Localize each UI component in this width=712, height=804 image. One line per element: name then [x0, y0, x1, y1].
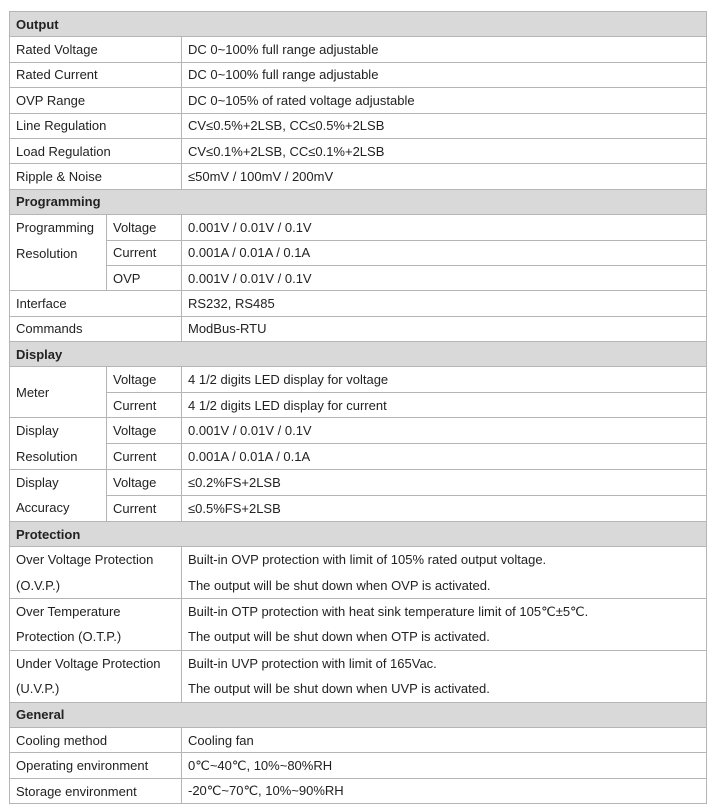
- table-row: [10, 444, 707, 470]
- row-value: 0.001A / 0.01A / 0.1A: [182, 444, 707, 470]
- row-value: Cooling fan: [182, 728, 707, 753]
- row-label: Cooling method: [10, 728, 182, 753]
- row-value: RS232, RS485: [182, 291, 707, 316]
- table-row: [10, 470, 707, 496]
- table-row: [10, 599, 707, 651]
- row-value-line: Built-in OVP protection with limit of 105% rated output voltage.: [188, 552, 547, 568]
- row-value: CV≤0.1%+2LSB, CC≤0.1%+2LSB: [182, 138, 707, 163]
- group-label-line: Resolution: [16, 245, 78, 261]
- row-label: Storage environment: [10, 778, 182, 803]
- sub-label: Voltage: [107, 367, 182, 392]
- section-title: General: [10, 702, 707, 727]
- group-label-line: Resolution: [16, 448, 78, 464]
- group-label: [10, 215, 107, 291]
- table-row: [10, 728, 707, 753]
- sub-label: Current: [107, 240, 182, 265]
- table-row: [10, 240, 707, 265]
- row-value: 0.001V / 0.01V / 0.1V: [182, 215, 707, 240]
- table-row: [10, 753, 707, 778]
- row-value: 4 1/2 digits LED display for current: [182, 392, 707, 417]
- table-row: [10, 62, 707, 87]
- section-programming: [10, 189, 707, 214]
- row-value-line: The output will be shut down when OVP is activated.: [188, 577, 491, 593]
- group-label-line: Display: [16, 475, 59, 491]
- table-row: [10, 215, 707, 240]
- table-row: [10, 291, 707, 316]
- spec-table: [9, 11, 707, 804]
- table-row: [10, 418, 707, 444]
- section-output: [10, 12, 707, 37]
- row-label-line: (O.V.P.): [16, 577, 61, 593]
- row-label: Interface: [10, 291, 182, 316]
- row-value: DC 0~100% full range adjustable: [182, 37, 707, 62]
- row-value: 4 1/2 digits LED display for voltage: [182, 367, 707, 392]
- group-label: [10, 418, 107, 470]
- group-label-line: Display: [16, 423, 59, 439]
- group-label: [10, 470, 107, 522]
- sub-label: OVP: [107, 265, 182, 290]
- section-general: [10, 702, 707, 727]
- section-display: [10, 342, 707, 367]
- row-label-line: Protection (O.T.P.): [16, 629, 122, 645]
- table-row: [10, 88, 707, 113]
- table-row: [10, 265, 707, 290]
- row-value: 0.001A / 0.01A / 0.1A: [182, 240, 707, 265]
- row-value-line: Built-in UVP protection with limit of 165Vac.: [188, 655, 437, 671]
- section-title: Protection: [10, 521, 707, 546]
- table-row: [10, 778, 707, 803]
- table-row: [10, 316, 707, 341]
- sub-label: Voltage: [107, 470, 182, 496]
- row-label: [10, 650, 182, 702]
- section-title: Programming: [10, 189, 707, 214]
- row-value: 0℃~40℃, 10%~80%RH: [182, 753, 707, 778]
- table-row: [10, 367, 707, 392]
- table-row: [10, 547, 707, 599]
- table-row: [10, 113, 707, 138]
- section-title: Display: [10, 342, 707, 367]
- row-value: 0.001V / 0.01V / 0.1V: [182, 418, 707, 444]
- row-value: DC 0~100% full range adjustable: [182, 62, 707, 87]
- row-label-line: Over Temperature: [16, 604, 121, 620]
- row-label: Load Regulation: [10, 138, 182, 163]
- section-title: Output: [10, 12, 707, 37]
- group-label-line: Programming: [16, 220, 95, 236]
- row-value-line: The output will be shut down when UVP is activated.: [188, 681, 490, 697]
- table-row: [10, 164, 707, 189]
- row-value: [182, 599, 707, 651]
- row-value: [182, 650, 707, 702]
- table-row: [10, 37, 707, 62]
- row-value: -20℃~70℃, 10%~90%RH: [182, 778, 707, 803]
- row-value: ≤50mV / 100mV / 200mV: [182, 164, 707, 189]
- row-label: OVP Range: [10, 88, 182, 113]
- row-label: Rated Current: [10, 62, 182, 87]
- row-label: Commands: [10, 316, 182, 341]
- row-label: Line Regulation: [10, 113, 182, 138]
- row-value: ≤0.5%FS+2LSB: [182, 495, 707, 521]
- sub-label: Current: [107, 444, 182, 470]
- sub-label: Voltage: [107, 215, 182, 240]
- row-label: [10, 547, 182, 599]
- table-row: [10, 495, 707, 521]
- group-label-line: Accuracy: [16, 500, 70, 516]
- sub-label: Voltage: [107, 418, 182, 444]
- row-label: Ripple & Noise: [10, 164, 182, 189]
- row-label: [10, 599, 182, 651]
- row-label-line: Under Voltage Protection: [16, 655, 161, 671]
- row-value-line: Built-in OTP protection with heat sink temperature limit of 105℃±5℃.: [188, 604, 589, 620]
- row-value-line: The output will be shut down when OTP is activated.: [188, 629, 490, 645]
- row-value: ModBus-RTU: [182, 316, 707, 341]
- row-value: 0.001V / 0.01V / 0.1V: [182, 265, 707, 290]
- row-value: CV≤0.5%+2LSB, CC≤0.5%+2LSB: [182, 113, 707, 138]
- row-value: ≤0.2%FS+2LSB: [182, 470, 707, 496]
- table-row: [10, 138, 707, 163]
- section-protection: [10, 521, 707, 546]
- sub-label: Current: [107, 495, 182, 521]
- row-value: [182, 547, 707, 599]
- row-value: DC 0~105% of rated voltage adjustable: [182, 88, 707, 113]
- row-label: Operating environment: [10, 753, 182, 778]
- table-row: [10, 650, 707, 702]
- row-label-line: Over Voltage Protection: [16, 552, 154, 568]
- row-label-line: (U.V.P.): [16, 681, 60, 697]
- table-row: [10, 392, 707, 417]
- group-label: Meter: [10, 367, 107, 418]
- sub-label: Current: [107, 392, 182, 417]
- row-label: Rated Voltage: [10, 37, 182, 62]
